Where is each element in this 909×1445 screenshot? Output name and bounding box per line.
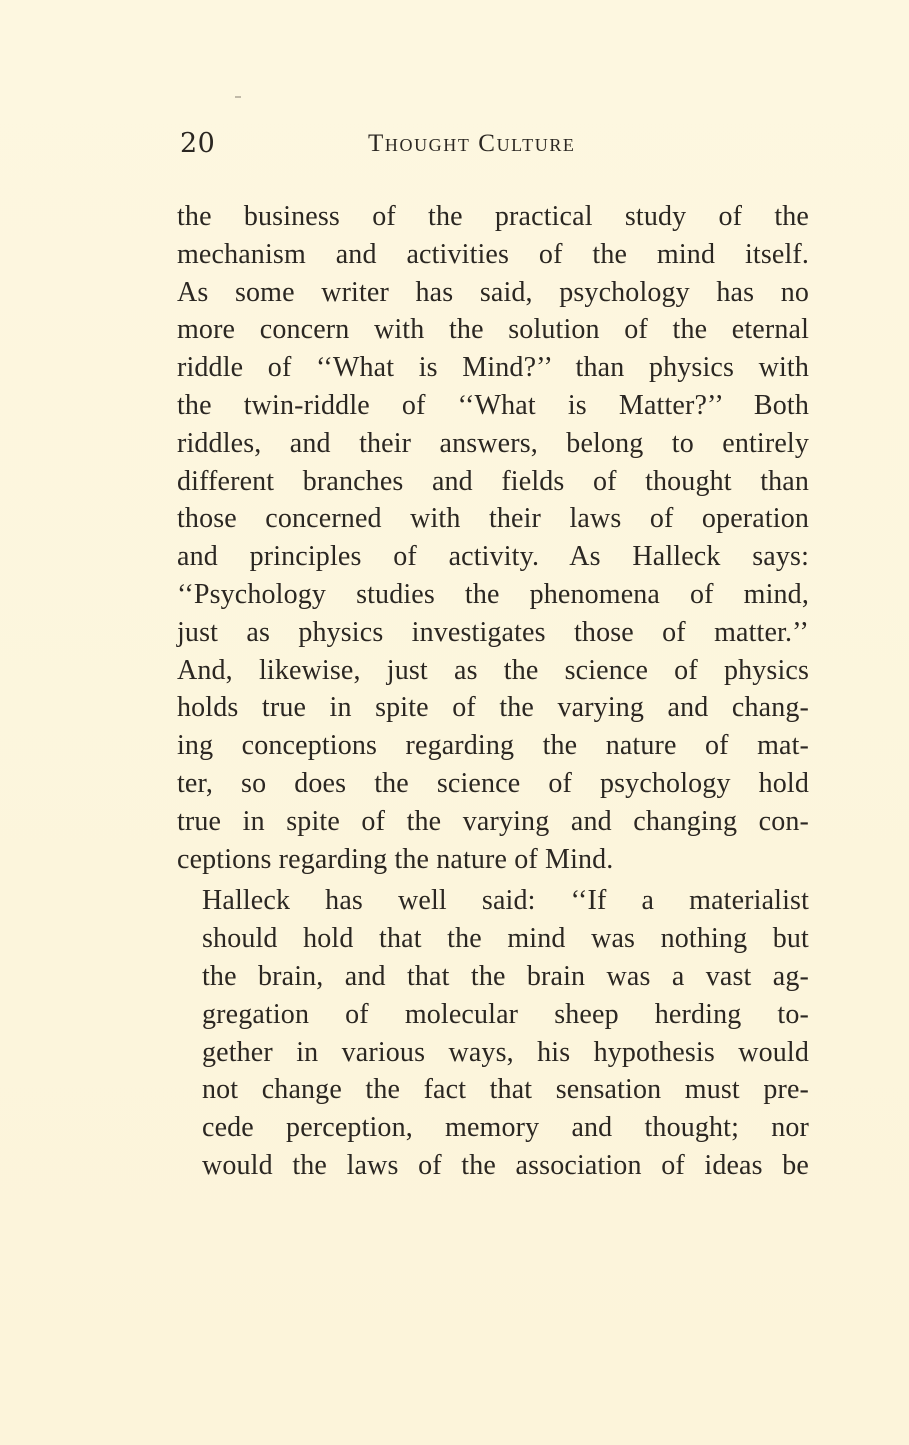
text-line: true in spite of the varying and changing con- bbox=[177, 805, 809, 837]
running-title: Thought Culture bbox=[368, 130, 576, 157]
page-number: 20 bbox=[180, 128, 216, 159]
text-line: mechanism and activities of the mind itself. bbox=[177, 238, 809, 270]
text-line: As some writer has said, psychology has no bbox=[177, 276, 809, 308]
text-line: would the laws of the association of ideas be bbox=[202, 1149, 809, 1181]
text-line: riddles, and their answers, belong to entirely bbox=[177, 427, 809, 459]
paper-speck bbox=[235, 96, 241, 98]
running-header bbox=[180, 126, 810, 162]
text-line: ceptions regarding the nature of Mind. bbox=[177, 843, 614, 875]
text-line: gregation of molecular sheep herding to- bbox=[202, 998, 809, 1030]
text-line: riddle of ‘‘What is Mind?’’ than physics with bbox=[177, 352, 809, 384]
text-line: and principles of activity. As Halleck says: bbox=[177, 541, 809, 573]
paragraph-2 bbox=[177, 882, 809, 1184]
text-line: cede perception, memory and thought; nor bbox=[202, 1112, 809, 1144]
body-text bbox=[177, 198, 809, 1185]
text-line: not change the fact that sensation must pre- bbox=[202, 1074, 809, 1106]
text-line: holds true in spite of the varying and chang- bbox=[177, 692, 809, 724]
text-line: more concern with the solution of the eternal bbox=[177, 314, 809, 346]
text-line: just as physics investigates those of matter.’’ bbox=[177, 616, 809, 648]
text-line: gether in various ways, his hypothesis would bbox=[202, 1036, 809, 1068]
text-line: the twin-riddle of ‘‘What is Matter?’’ Both bbox=[177, 389, 809, 421]
text-line: those concerned with their laws of operation bbox=[177, 503, 809, 535]
text-line: the business of the practical study of the bbox=[177, 201, 809, 232]
text-line: the brain, and that the brain was a vast ag- bbox=[202, 960, 809, 992]
text-line: ter, so does the science of psychology hold bbox=[177, 767, 809, 799]
text-line: ing conceptions regarding the nature of mat- bbox=[177, 730, 809, 762]
text-line: should hold that the mind was nothing but bbox=[202, 923, 809, 955]
text-line: different branches and fields of thought than bbox=[177, 465, 809, 497]
paragraph-1 bbox=[177, 198, 809, 878]
text-line: Halleck has well said: ‘‘If a materialist bbox=[202, 885, 809, 917]
text-line: And, likewise, just as the science of physics bbox=[177, 654, 809, 686]
text-line: ‘‘Psychology studies the phenomena of mind, bbox=[177, 578, 809, 610]
